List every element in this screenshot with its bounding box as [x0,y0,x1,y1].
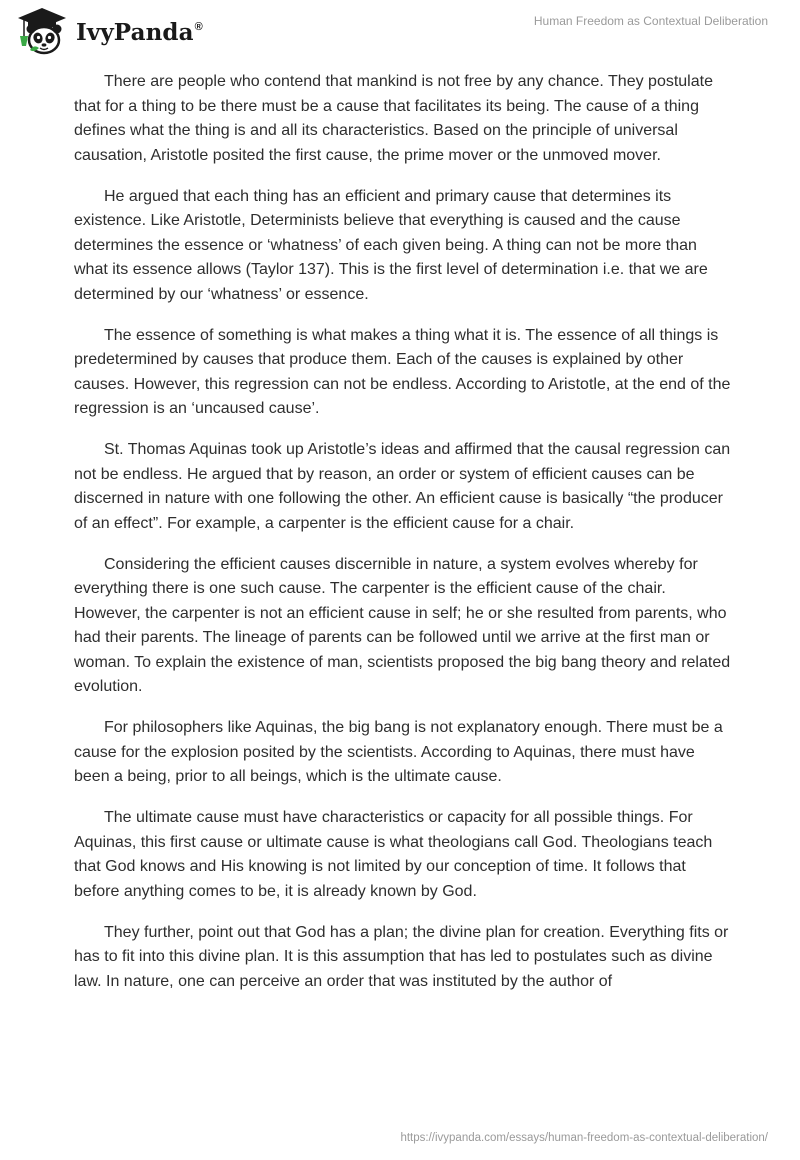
essay-paragraph: There are people who contend that mankind is not free by any chance. They postulate that for a thing to be there must be a cause that facilitates its being. The cause of a thing defines what the thing is and all its characteristics. Based on the principle of universal causation, Aristotle posited the first cause, the prime mover or the unmoved mover. [74,73,713,164]
essay-paragraph: The ultimate cause must have characteristics or capacity for all possible things. For Aquinas, this first cause or ultimate cause is what theologians call God. Theologians teach that God knows and His knowing is not limited by our conception of time. It follows that before anything comes to be, it is already known by God. [74,809,713,900]
essay-paragraph: He argued that each thing has an efficient and primary cause that determines its existence. Like Aristotle, Determinists believe that everything is caused and the cause determines the essence or ‘whatness’ of each given being. A thing can not be more than what its essence allows (Taylor 137). This is the first level of determination i.e. that we are determined by our ‘whatness’ or essence. [74,187,708,303]
page-header [0,0,800,60]
panda-graduation-cap-icon [14,6,70,56]
brand-name-text: IvyPanda [76,18,194,46]
brand-name [76,19,203,46]
ivypanda-logo[interactable] [14,6,203,56]
source-url[interactable]: https://ivypanda.com/essays/human-freedom-as-contextual-deliberation/ [400,1132,768,1144]
essay-paragraph: The essence of something is what makes a thing what it is. The essence of all things is predetermined by causes that produce them. Each of the causes is explained by other causes. However, this regression can not be endless. According to Aristotle, at the end of the regression is an ‘uncaused cause’. [74,326,731,417]
document-title: Human Freedom as Contextual Deliberation [533,14,768,28]
essay-paragraph: They further, point out that God has a plan; the divine plan for creation. Everything fits or has to fit into this divine plan. It is this assumption that has led to postulates such as divine law. In nature, one can perceive an order that was instituted by the author of [74,923,729,990]
registered-mark: ® [194,20,203,33]
essay-body [74,70,734,1011]
essay-paragraph: Considering the efficient causes discernible in nature, a system evolves whereby for everything there is one such cause. The carpenter is the efficient cause of the chair. However, the carpenter is not an efficient cause in self; he or she resulted from parents, who had their parents. The lineage of parents can be followed until we arrive at the first man or woman. To explain the existence of man, scientists proposed the big bang theory and related evolution. [74,555,731,695]
essay-paragraph: For philosophers like Aquinas, the big bang is not explanatory enough. There must be a cause for the explosion posited by the scientists. According to Aquinas, there must have been a being, prior to all beings, which is the ultimate cause. [74,719,723,785]
essay-paragraph: St. Thomas Aquinas took up Aristotle’s ideas and affirmed that the causal regression can not be endless. He argued that by reason, an order or system of efficient causes can be discerned in nature with one following the other. An efficient cause is basically “the producer of an effect”. For example, a carpenter is the efficient cause for a chair. [74,441,731,532]
